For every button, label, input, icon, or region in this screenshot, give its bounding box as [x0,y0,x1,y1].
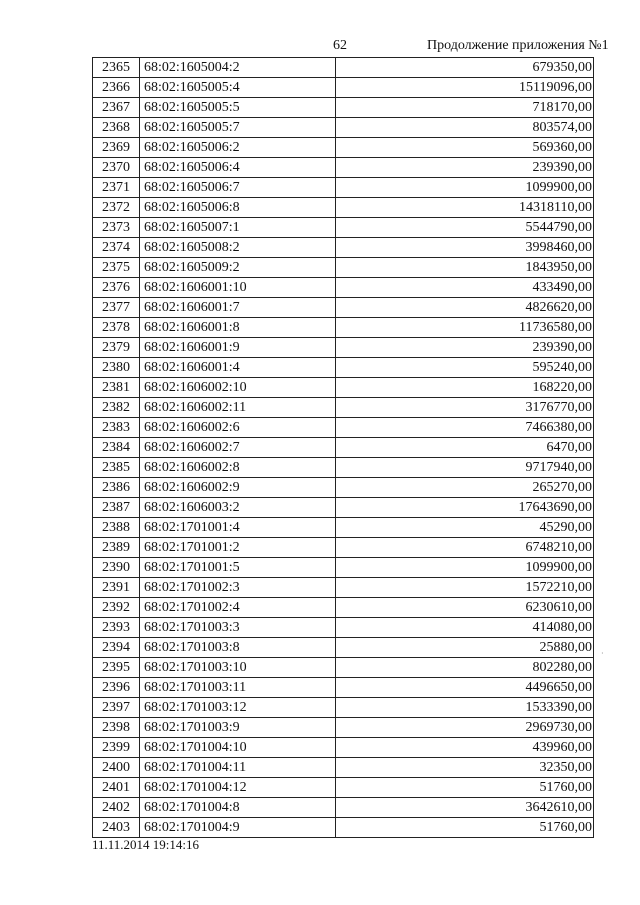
row-number-cell: 2403 [93,818,140,838]
table-row [93,478,594,498]
row-number-cell: 2382 [93,398,140,418]
table-row [93,258,594,278]
cadastral-value-cell: 15119096,00 [336,78,594,98]
table-row [93,598,594,618]
row-number-cell: 2391 [93,578,140,598]
cadastral-value-cell: 569360,00 [336,138,594,158]
table-row [93,538,594,558]
cadastral-number-cell: 68:02:1606002:10 [140,378,336,398]
row-number-cell: 2367 [93,98,140,118]
cadastral-number-cell: 68:02:1606001:7 [140,298,336,318]
table-row [93,498,594,518]
cadastral-number-cell: 68:02:1606002:8 [140,458,336,478]
table-row [93,398,594,418]
scan-edge-mark: · [601,649,604,658]
row-number-cell: 2365 [93,58,140,78]
cadastral-number-cell: 68:02:1605004:2 [140,58,336,78]
table-row [93,138,594,158]
cadastral-value-cell: 1533390,00 [336,698,594,718]
table-row [93,818,594,838]
cadastral-number-cell: 68:02:1606003:2 [140,498,336,518]
row-number-cell: 2384 [93,438,140,458]
cadastral-value-cell: 14318110,00 [336,198,594,218]
cadastral-number-cell: 68:02:1605006:4 [140,158,336,178]
cadastral-value-cell: 17643690,00 [336,498,594,518]
table-row [93,698,594,718]
table-row [93,558,594,578]
table-row [93,178,594,198]
cadastral-number-cell: 68:02:1605006:2 [140,138,336,158]
cadastral-value-cell: 265270,00 [336,478,594,498]
cadastral-number-cell: 68:02:1701001:5 [140,558,336,578]
row-number-cell: 2373 [93,218,140,238]
cadastral-value-cell: 9717940,00 [336,458,594,478]
cadastral-number-cell: 68:02:1605005:7 [140,118,336,138]
cadastral-value-cell: 6470,00 [336,438,594,458]
cadastral-value-cell: 4496650,00 [336,678,594,698]
cadastral-number-cell: 68:02:1701002:4 [140,598,336,618]
table-row [93,618,594,638]
cadastral-value-cell: 3176770,00 [336,398,594,418]
table-row [93,318,594,338]
table-row [93,718,594,738]
cadastral-number-cell: 68:02:1605005:4 [140,78,336,98]
table-row [93,78,594,98]
row-number-cell: 2401 [93,778,140,798]
cadastral-value-cell: 433490,00 [336,278,594,298]
table-row [93,98,594,118]
row-number-cell: 2400 [93,758,140,778]
cadastral-number-cell: 68:02:1701003:11 [140,678,336,698]
table-row [93,378,594,398]
row-number-cell: 2369 [93,138,140,158]
row-number-cell: 2376 [93,278,140,298]
cadastral-value-cell: 439960,00 [336,738,594,758]
cadastral-value-cell: 239390,00 [336,338,594,358]
appendix-heading: Продолжение приложения №1 [427,38,609,53]
table-row [93,58,594,78]
row-number-cell: 2387 [93,498,140,518]
cadastral-value-cell: 1843950,00 [336,258,594,278]
row-number-cell: 2389 [93,538,140,558]
cadastral-value-cell: 6230610,00 [336,598,594,618]
cadastral-number-cell: 68:02:1606002:11 [140,398,336,418]
cadastral-number-cell: 68:02:1605006:8 [140,198,336,218]
cadastral-number-cell: 68:02:1701003:8 [140,638,336,658]
cadastral-value-cell: 1099900,00 [336,558,594,578]
row-number-cell: 2390 [93,558,140,578]
cadastral-number-cell: 68:02:1701004:9 [140,818,336,838]
cadastral-number-cell: 68:02:1605006:7 [140,178,336,198]
cadastral-value-cell: 7466380,00 [336,418,594,438]
table-row [93,658,594,678]
row-number-cell: 2378 [93,318,140,338]
table-row [93,798,594,818]
cadastral-number-cell: 68:02:1701004:8 [140,798,336,818]
row-number-cell: 2371 [93,178,140,198]
table-row [93,678,594,698]
cadastral-number-cell: 68:02:1701001:2 [140,538,336,558]
cadastral-value-cell: 3642610,00 [336,798,594,818]
cadastral-value-table [92,57,594,838]
row-number-cell: 2380 [93,358,140,378]
row-number-cell: 2383 [93,418,140,438]
cadastral-number-cell: 68:02:1606001:10 [140,278,336,298]
cadastral-number-cell: 68:02:1606002:9 [140,478,336,498]
cadastral-value-cell: 32350,00 [336,758,594,778]
row-number-cell: 2395 [93,658,140,678]
cadastral-number-cell: 68:02:1701004:11 [140,758,336,778]
cadastral-value-cell: 414080,00 [336,618,594,638]
cadastral-value-cell: 51760,00 [336,818,594,838]
row-number-cell: 2392 [93,598,140,618]
row-number-cell: 2397 [93,698,140,718]
cadastral-number-cell: 68:02:1701003:3 [140,618,336,638]
cadastral-number-cell: 68:02:1701003:9 [140,718,336,738]
table-row [93,238,594,258]
cadastral-value-cell: 45290,00 [336,518,594,538]
row-number-cell: 2368 [93,118,140,138]
cadastral-number-cell: 68:02:1605009:2 [140,258,336,278]
row-number-cell: 2385 [93,458,140,478]
cadastral-value-cell: 718170,00 [336,98,594,118]
cadastral-value-cell: 25880,00 [336,638,594,658]
cadastral-value-cell: 3998460,00 [336,238,594,258]
cadastral-value-cell: 5544790,00 [336,218,594,238]
table-body [93,58,594,838]
table-row [93,578,594,598]
cadastral-value-cell: 168220,00 [336,378,594,398]
row-number-cell: 2374 [93,238,140,258]
row-number-cell: 2396 [93,678,140,698]
table-row [93,338,594,358]
table-row [93,518,594,538]
row-number-cell: 2381 [93,378,140,398]
print-timestamp: 11.11.2014 19:14:16 [92,837,200,852]
table-row [93,638,594,658]
table-row [93,218,594,238]
cadastral-value-cell: 2969730,00 [336,718,594,738]
cadastral-number-cell: 68:02:1606001:8 [140,318,336,338]
table-row [93,778,594,798]
row-number-cell: 2402 [93,798,140,818]
cadastral-number-cell: 68:02:1701002:3 [140,578,336,598]
row-number-cell: 2393 [93,618,140,638]
cadastral-value-cell: 51760,00 [336,778,594,798]
table-row [93,738,594,758]
row-number-cell: 2398 [93,718,140,738]
row-number-cell: 2394 [93,638,140,658]
table-row [93,458,594,478]
table-row [93,158,594,178]
row-number-cell: 2375 [93,258,140,278]
cadastral-number-cell: 68:02:1701003:12 [140,698,336,718]
cadastral-number-cell: 68:02:1701003:10 [140,658,336,678]
row-number-cell: 2377 [93,298,140,318]
cadastral-number-cell: 68:02:1701001:4 [140,518,336,538]
row-number-cell: 2388 [93,518,140,538]
table-row [93,418,594,438]
cadastral-value-cell: 803574,00 [336,118,594,138]
row-number-cell: 2370 [93,158,140,178]
table-row [93,278,594,298]
row-number-cell: 2399 [93,738,140,758]
cadastral-value-cell: 239390,00 [336,158,594,178]
table-row [93,358,594,378]
row-number-cell: 2379 [93,338,140,358]
cadastral-number-cell: 68:02:1701004:12 [140,778,336,798]
cadastral-number-cell: 68:02:1605007:1 [140,218,336,238]
table-row [93,298,594,318]
row-number-cell: 2386 [93,478,140,498]
page-number: 62 [333,38,347,53]
cadastral-number-cell: 68:02:1606001:4 [140,358,336,378]
row-number-cell: 2366 [93,78,140,98]
cadastral-number-cell: 68:02:1605008:2 [140,238,336,258]
cadastral-value-cell: 802280,00 [336,658,594,678]
cadastral-value-cell: 595240,00 [336,358,594,378]
table-row [93,438,594,458]
cadastral-value-cell: 4826620,00 [336,298,594,318]
cadastral-number-cell: 68:02:1606001:9 [140,338,336,358]
table-row [93,118,594,138]
cadastral-value-cell: 1572210,00 [336,578,594,598]
row-number-cell: 2372 [93,198,140,218]
cadastral-number-cell: 68:02:1606002:7 [140,438,336,458]
cadastral-number-cell: 68:02:1701004:10 [140,738,336,758]
cadastral-value-cell: 6748210,00 [336,538,594,558]
cadastral-value-cell: 1099900,00 [336,178,594,198]
table-row [93,758,594,778]
cadastral-number-cell: 68:02:1606002:6 [140,418,336,438]
cadastral-value-cell: 679350,00 [336,58,594,78]
cadastral-value-cell: 11736580,00 [336,318,594,338]
cadastral-number-cell: 68:02:1605005:5 [140,98,336,118]
table-row [93,198,594,218]
